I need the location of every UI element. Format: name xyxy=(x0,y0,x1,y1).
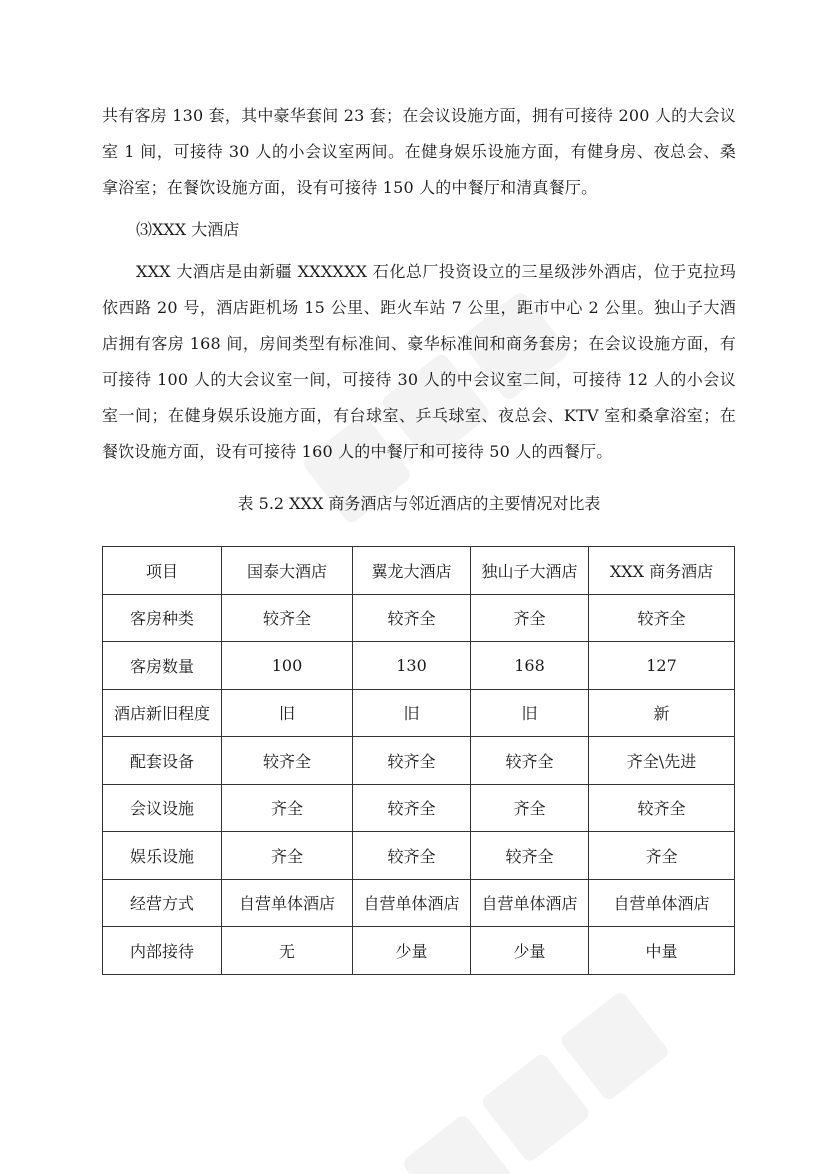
table-cell: 齐全\先进 xyxy=(589,737,735,785)
table-cell: 旧 xyxy=(222,689,353,737)
header-cell: 翼龙大酒店 xyxy=(353,547,471,595)
row-label-cell: 配套设备 xyxy=(103,737,222,785)
table-cell: 旧 xyxy=(471,689,589,737)
table-cell: 较齐全 xyxy=(222,737,353,785)
header-cell: 项目 xyxy=(103,547,222,595)
table-cell: 齐全 xyxy=(471,784,589,832)
row-label-cell: 客房种类 xyxy=(103,594,222,642)
row-label-cell: 酒店新旧程度 xyxy=(103,689,222,737)
table-row xyxy=(103,832,735,880)
table-caption: 表 5.2 XXX 商务酒店与邻近酒店的主要情况对比表 xyxy=(237,494,601,513)
row-label-cell: 内部接待 xyxy=(103,927,222,975)
section-heading-xxx-hotel: ⑶XXX 大酒店 xyxy=(136,220,240,239)
header-cell: 国泰大酒店 xyxy=(222,547,353,595)
table-cell: 较齐全 xyxy=(353,832,471,880)
table-row xyxy=(103,784,735,832)
row-label-cell: 娱乐设施 xyxy=(103,832,222,880)
table-cell: 中量 xyxy=(589,927,735,975)
table-cell: 新 xyxy=(589,689,735,737)
table-cell: 自营单体酒店 xyxy=(222,879,353,927)
table-cell: 较齐全 xyxy=(471,832,589,880)
table-row xyxy=(103,642,735,690)
table-cell: 齐全 xyxy=(471,594,589,642)
page-content xyxy=(102,98,736,975)
table-cell: 100 xyxy=(222,642,353,690)
table-cell: 较齐全 xyxy=(222,594,353,642)
paragraph-xxx-hotel: XXX 大酒店是由新疆 XXXXXX 石化总厂投资设立的三星级涉外酒店，位于克拉玛依西路 20 号，酒店距机场 15 公里、距火车站 7 公里，距市中心 2 公里。独山子大酒店拥有客房 168 间，房间类型有标准间、豪华标准间和商务套房；在会议设施方面，有可接待 100 人的大会议室一间，可接待 30 人的中会议室二间，可接待 12 人的小会议室一间；在健身娱乐设施方面，有台球室、乒乓球室、夜总会、KTV 室和桑拿浴室；在餐饮设施方面，设有可接待 160 人的中餐厅和可接待 50 人的西餐厅。 xyxy=(102,262,736,461)
table-row xyxy=(103,594,735,642)
table-cell: 127 xyxy=(589,642,735,690)
table-cell: 齐全 xyxy=(589,832,735,880)
table-cell: 齐全 xyxy=(222,784,353,832)
table-row xyxy=(103,689,735,737)
table-header-row xyxy=(103,547,735,595)
table-cell: 自营单体酒店 xyxy=(353,879,471,927)
hotel-comparison-table xyxy=(102,546,735,975)
table-cell: 168 xyxy=(471,642,589,690)
table-cell: 较齐全 xyxy=(353,737,471,785)
paragraph-hotel-2-continued: 共有客房 130 套，其中豪华套间 23 套；在会议设施方面，拥有可接待 200 人的大会议室 1 间，可接待 30 人的小会议室两间。在健身娱乐设施方面，有健身房、夜总会、桑拿浴室；在餐饮设施方面，设有可接待 150 人的中餐厅和清真餐厅。 xyxy=(102,106,736,197)
table-cell: 自营单体酒店 xyxy=(589,879,735,927)
table-row xyxy=(103,927,735,975)
row-label-cell: 经营方式 xyxy=(103,879,222,927)
table-cell: 130 xyxy=(353,642,471,690)
table-cell: 较齐全 xyxy=(471,737,589,785)
table-cell: 自营单体酒店 xyxy=(471,879,589,927)
row-label-cell: 客房数量 xyxy=(103,642,222,690)
table-cell: 较齐全 xyxy=(589,784,735,832)
header-cell: 独山子大酒店 xyxy=(471,547,589,595)
table-row xyxy=(103,879,735,927)
table-cell: 较齐全 xyxy=(353,594,471,642)
table-cell: 无 xyxy=(222,927,353,975)
table-cell: 齐全 xyxy=(222,832,353,880)
header-cell: XXX 商务酒店 xyxy=(589,547,735,595)
table-cell: 少量 xyxy=(353,927,471,975)
table-cell: 较齐全 xyxy=(589,594,735,642)
table-cell: 较齐全 xyxy=(353,784,471,832)
table-row xyxy=(103,737,735,785)
row-label-cell: 会议设施 xyxy=(103,784,222,832)
table-cell: 少量 xyxy=(471,927,589,975)
table-cell: 旧 xyxy=(353,689,471,737)
